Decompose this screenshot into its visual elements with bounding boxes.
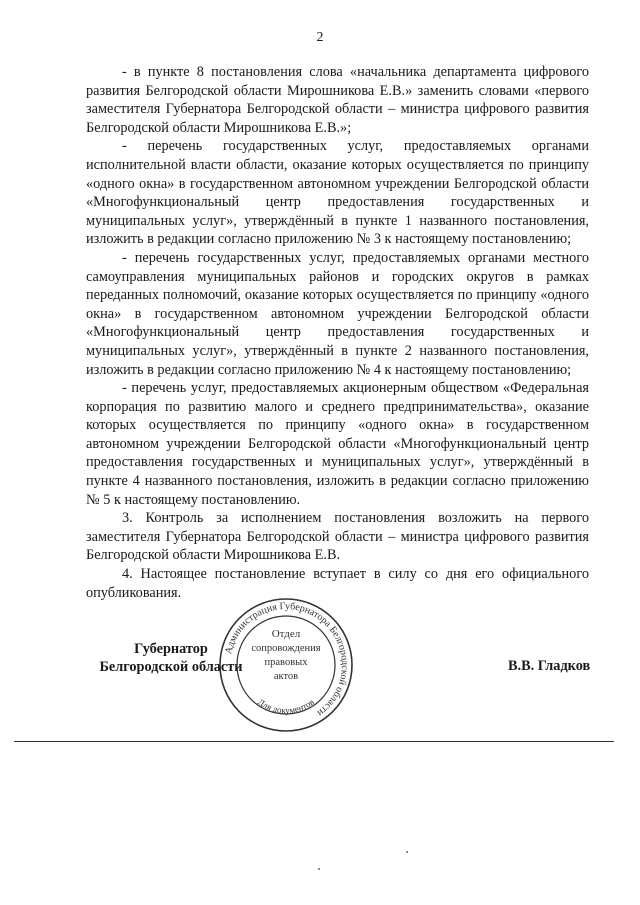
stamp-bottom-text: Для документов	[256, 696, 316, 716]
paragraph: - перечень государственных услуг, предоставляемых органами местного самоуправления муниципальных районов и городских округов в рамках переданных полномочий, оказание которых осуществляется по принципу «одного окна» в государственном автономном учреждении Белгородской области «Многофункциональный центр предоставления государственных и муниципальных услуг», утверждённый в пункте 2 названного постановления, изложить в редакции согласно приложению № 4 к настоящему постановлению;	[86, 249, 589, 378]
scan-speck	[318, 868, 320, 870]
signature-block	[0, 600, 640, 730]
stamp-inner-text: правовых	[264, 657, 308, 668]
signatory-title-line: Губернатор	[134, 641, 208, 657]
paragraph: 3. Контроль за исполнением постановления возложить на первого заместителя Губернатора Белгородской области – министра цифрового развития Белгородской области Мирошникова Е.В.	[86, 510, 589, 564]
bottom-divider	[14, 741, 614, 742]
paragraph: 4. Настоящее постановление вступает в силу со дня его официального опубликования.	[86, 566, 589, 601]
stamp-outer-text: Администрация Губернатора Белгородской области	[223, 600, 351, 719]
paragraph: - в пункте 8 постановления слова «начальника департамента цифрового развития Белгородской области Мирошникова Е.В.» заменить словами «первого заместителя Губернатора Белгородской области – министра цифрового развития Белгородской области Мирошникова Е.В.»;	[86, 64, 589, 136]
page-number: 2	[316, 30, 324, 45]
scan-speck	[406, 851, 408, 853]
paragraph: - перечень государственных услуг, предоставляемых органами исполнительной власти области, оказание которых осуществляется по принципу «одного окна» в государственном автономном учреждении Белгородской области «Многофункциональный центр предоставления государственных и муниципальных услуг», утверждённый в пункте 1 названного постановления, изложить в редакции согласно приложению № 3 к настоящему постановлению;	[86, 138, 589, 248]
stamp-inner-text: сопровождения	[251, 643, 321, 654]
signatory-name: В.В. Гладков	[508, 658, 591, 674]
stamp-inner-text: актов	[273, 671, 299, 682]
document-body	[86, 63, 589, 602]
signatory-title-line: Белгородской области	[99, 659, 243, 675]
official-stamp	[216, 595, 356, 735]
stamp-inner-text: Отдел	[271, 628, 301, 640]
paragraph: - перечень услуг, предоставляемых акционерным обществом «Федеральная корпорация по развитию малого и среднего предпринимательства», оказание которых осуществляется по принципу «одного окна» в государственном автономном учреждении Белгородской области «Многофункциональный центр предоставления государственных и муниципальных услуг», утверждённый в пункте 4 названного постановления, изложить в редакции согласно приложению № 5 к настоящему постановлению.	[86, 380, 589, 508]
